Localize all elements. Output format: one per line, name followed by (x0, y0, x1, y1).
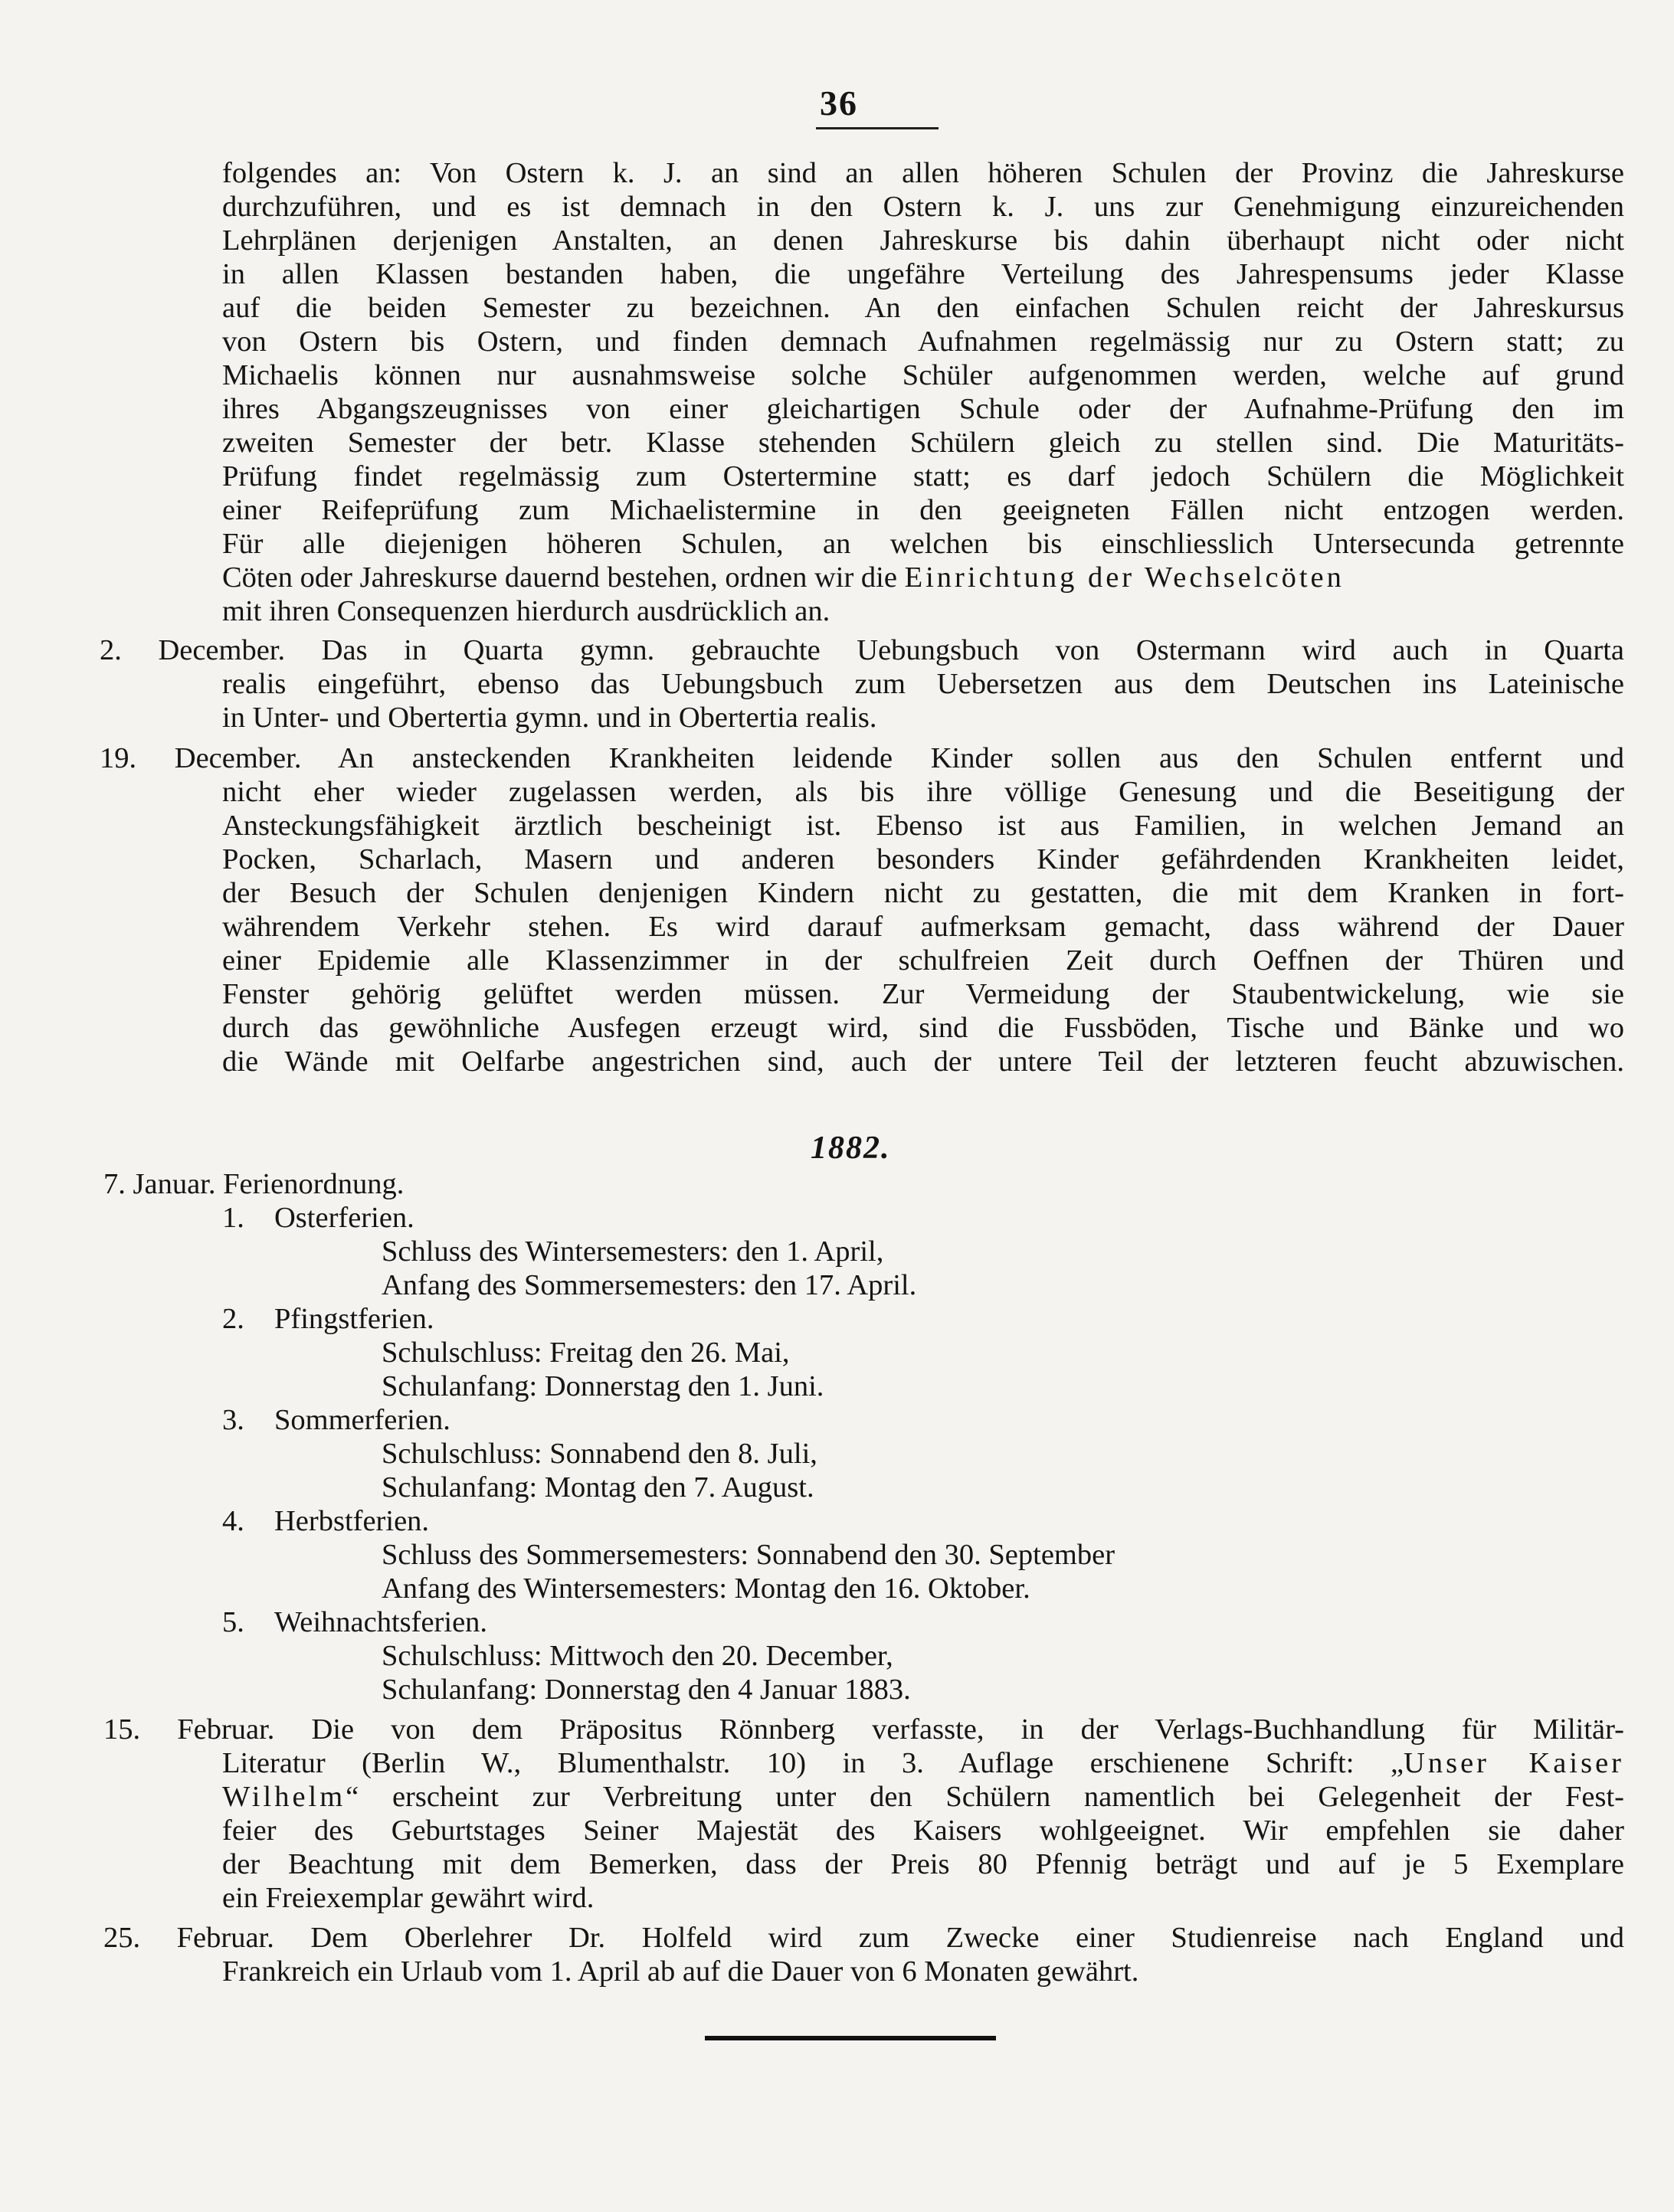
holiday-detail: Schulschluss: Sonnabend den 8. Juli, (382, 1438, 817, 1470)
text-line: Prüfung findet regelmässig zum Ostertermine statt; es darf jedoch Schülern die Möglichkeit (222, 460, 1624, 492)
holiday-name: Weihnachtsferien. (274, 1606, 488, 1638)
holiday-detail: Schulschluss: Freitag den 26. Mai, (382, 1337, 790, 1369)
text-line (222, 1746, 1624, 1780)
text-line: der Beachtung mit dem Bemerken, dass der Preis 80 Pfennig beträgt und auf je 5 Exemplare (222, 1848, 1624, 1880)
text-line: in allen Klassen bestanden haben, die ungefähre Verteilung des Jahrespensums jeder Klasse (222, 258, 1624, 290)
entry-feb-25-line: 25. Februar. Dem Oberlehrer Dr. Holfeld wird zum Zwecke einer Studienreise nach England und (103, 1922, 1624, 1954)
entry-feb-15-line: 15. Februar. Die von dem Präpositus Rönnberg verfasste, in der Verlags-Buchhandlung für Militär- (103, 1713, 1624, 1746)
text-line (222, 1780, 1624, 1814)
text-line: Ansteckungsfähigkeit ärztlich bescheinigt ist. Ebenso ist aus Familien, in welchen Jemand an (222, 810, 1624, 842)
holiday-detail: Anfang des Wintersemesters: Montag den 16. Oktober. (382, 1572, 1030, 1605)
text-line: Pocken, Scharlach, Masern und anderen besonders Kinder gefährdenden Krankheiten leidet, (222, 843, 1624, 875)
text-line: in Unter- und Obertertia gymn. und in Obertertia realis. (222, 702, 877, 734)
holiday-detail: Schulanfang: Donnerstag den 1. Juni. (382, 1370, 824, 1402)
holiday-number: 3. (222, 1404, 244, 1436)
text-line: auf die beiden Semester zu bezeichnen. An den einfachen Schulen reicht der Jahreskursus (222, 292, 1624, 324)
holiday-detail: Anfang des Sommersemesters: den 17. April. (382, 1269, 917, 1301)
text-line: Fenster gehörig gelüftet werden müssen. Zur Vermeidung der Staubentwickelung, wie sie (222, 978, 1624, 1010)
holiday-number: 1. (222, 1202, 244, 1234)
text-line: währendem Verkehr stehen. Es wird darauf aufmerksam gemacht, dass während der Dauer (222, 911, 1624, 943)
text-segment: Literatur (Berlin W., Blumenthalstr. 10) in 3. Auflage erschienene Schrift: „ (222, 1747, 1404, 1779)
entry-jan-7-heading: 7. Januar. Ferienordnung. (103, 1168, 405, 1200)
text-line: zweiten Semester der betr. Klasse stehenden Schülern gleich zu stellen sind. Die Maturitäts- (222, 427, 1624, 459)
text-line: Michaelis können nur ausnahmsweise solche Schüler aufgenommen werden, welche auf grund (222, 359, 1624, 391)
holiday-detail: Schluss des Sommersemesters: Sonnabend den 30. September (382, 1539, 1115, 1571)
book-title-spaced: Wilhelm (222, 1781, 346, 1813)
holiday-name: Pfingstferien. (274, 1303, 434, 1335)
holiday-name: Osterferien. (274, 1202, 414, 1234)
text-line: einer Epidemie alle Klassenzimmer in der schulfreien Zeit durch Oeffnen der Thüren und (222, 944, 1624, 977)
text-line: durchzuführen, und es ist demnach in den Ostern k. J. uns zur Genehmigung einzureichenden (222, 191, 1624, 223)
text-line: realis eingeführt, ebenso das Uebungsbuch zum Uebersetzen aus dem Deutschen ins Lateinische (222, 668, 1624, 700)
text-segment: “ erscheint zur Verbreitung unter den Schülern namentlich bei Gelegenheit der Fest- (346, 1781, 1624, 1813)
holiday-detail: Schulanfang: Donnerstag den 4 Januar 1883. (382, 1674, 911, 1706)
holiday-name: Herbstferien. (274, 1505, 430, 1537)
page-number-rule (816, 127, 939, 129)
spaced-emphasis: Einrichtung der Wechselcöten (904, 561, 1345, 594)
year-heading: 1882. (811, 1131, 891, 1166)
text-line: Lehrplänen derjenigen Anstalten, an denen Jahreskurse bis dahin überhaupt nicht oder nicht (222, 224, 1624, 257)
book-title-spaced: Unser Kaiser (1404, 1747, 1624, 1779)
text-line: Für alle diejenigen höheren Schulen, an welchen bis einschliesslich Untersecunda getrennte (222, 528, 1624, 560)
text-line: von Ostern bis Ostern, und finden demnach Aufnahmen regelmässig nur zu Ostern statt; zu (222, 326, 1624, 358)
holiday-detail: Schulschluss: Mittwoch den 20. December, (382, 1640, 893, 1672)
holiday-detail: Schluss des Wintersemesters: den 1. April, (382, 1235, 884, 1268)
text-line: feier des Geburtstages Seiner Majestät des Kaisers wohlgeeignet. Wir empfehlen sie daher (222, 1814, 1624, 1847)
text-line: die Wände mit Oelfarbe angestrichen sind, auch der untere Teil der letzteren feucht abzuwischen. (222, 1045, 1624, 1078)
text-line: ein Freiexemplar gewährt wird. (222, 1882, 595, 1914)
text-line (222, 561, 1345, 594)
entry-dec-19-line: 19. December. An ansteckenden Krankheiten leidende Kinder sollen aus den Schulen entfernt und (100, 742, 1624, 774)
entry-dec-2-line: 2. December. Das in Quarta gymn. gebrauchte Uebungsbuch von Ostermann wird auch in Quarta (100, 634, 1624, 666)
text-line: einer Reifeprüfung zum Michaelistermine in den geeigneten Fällen nicht entzogen werden. (222, 494, 1624, 526)
holiday-name: Sommerferien. (274, 1404, 450, 1436)
holiday-number: 2. (222, 1303, 244, 1335)
text-segment: Cöten oder Jahreskurse dauernd bestehen, ordnen wir die (222, 561, 897, 594)
holiday-number: 4. (222, 1505, 244, 1537)
text-line: ihres Abgangszeugnisses von einer gleichartigen Schule oder der Aufnahme-Prüfung den im (222, 393, 1624, 425)
text-line: Frankreich ein Urlaub vom 1. April ab auf die Dauer von 6 Monaten gewährt. (222, 1955, 1139, 1988)
text-line: nicht eher wieder zugelassen werden, als bis ihre völlige Genesung und die Beseitigung der (222, 776, 1624, 808)
text-line: der Besuch der Schulen denjenigen Kindern nicht zu gestatten, die mit dem Kranken in fort- (222, 877, 1624, 909)
holiday-number: 5. (222, 1606, 244, 1638)
text-line: mit ihren Consequenzen hierdurch ausdrücklich an. (222, 595, 830, 627)
text-line: folgendes an: Von Ostern k. J. an sind an allen höheren Schulen der Provinz die Jahreskurse (222, 157, 1624, 189)
text-line: durch das gewöhnliche Ausfegen erzeugt wird, sind die Fussböden, Tische und Bänke und wo (222, 1012, 1624, 1044)
page-number: 36 (820, 83, 858, 123)
holiday-detail: Schulanfang: Montag den 7. August. (382, 1471, 814, 1504)
section-end-rule (705, 2036, 996, 2040)
